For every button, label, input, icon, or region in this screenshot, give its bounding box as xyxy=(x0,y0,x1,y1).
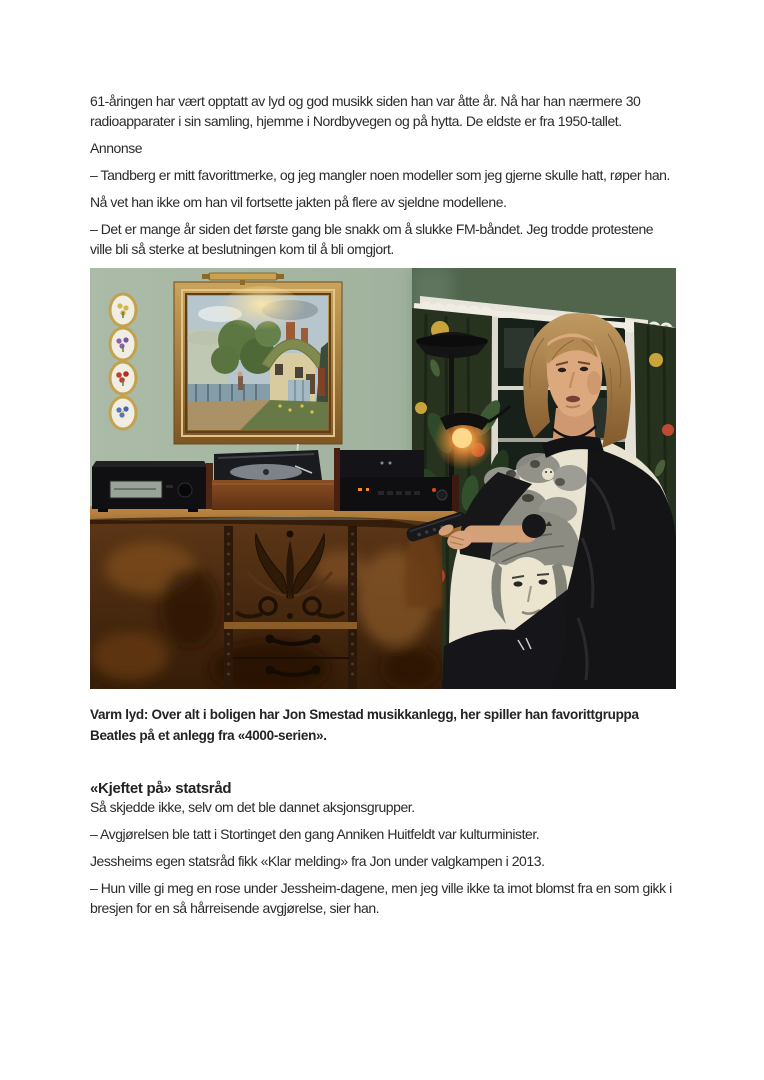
article-photo-figure xyxy=(90,268,678,746)
turntable xyxy=(212,450,334,510)
tuner-unit xyxy=(92,461,213,512)
photo-caption: Varm lyd: Over alt i boligen har Jon Smestad musikkanlegg, her spiller han favorittgruppa Beatles på et anlegg fra «4000-serien». xyxy=(90,707,639,743)
oval-miniature-yellow xyxy=(110,294,136,326)
article-photo xyxy=(90,268,676,689)
article-paragraph-tandberg: – Tandberg er mitt favorittmerke, og jeg mangler noen modeller som jeg gjerne skulle hatt, røper han. xyxy=(90,167,670,183)
article-paragraph-lead: 61-åringen har vært opptatt av lyd og god musikk siden han var åtte år. Nå har han nærmere 30 radioapparater i sin samling, hjemme i Nordbyvegen og på hytta. De eldste er fra 1950-tallet. xyxy=(90,93,641,129)
article-paragraph-jakten: Nå vet han ikke om han vil fortsette jakten på flere av sjeldne modellene. xyxy=(90,194,507,210)
ad-label: Annonse xyxy=(90,140,143,156)
painting-scene xyxy=(187,286,328,430)
article-paragraph-avgjorelsen: – Avgjørelsen ble tatt i Stortinget den gang Anniken Huitfeldt var kulturminister. xyxy=(90,826,540,842)
oval-miniature-red xyxy=(110,362,136,394)
article-paragraph-fm: – Det er mange år siden det første gang ble snakk om å slukke FM-båndet. Jeg trodde protestene ville bli så sterke at beslutningen kom til å bli omgjort. xyxy=(90,221,654,257)
article-body xyxy=(90,91,678,925)
article-paragraph-rose: – Hun ville gi meg en rose under Jessheim-dagene, men jeg ville ikke ta imot blomst fra en som gikk i bresjen for en så hårreisende avgjørelse, sier han. xyxy=(90,880,672,916)
article-paragraph-klarmelding: Jessheims egen statsråd fikk «Klar melding» fra Jon under valgkampen i 2013. xyxy=(90,853,545,869)
oval-miniature-blue xyxy=(110,397,136,429)
framed-painting xyxy=(174,273,342,466)
article-paragraph-aksjon: Så skjedde ikke, selv om det ble dannet aksjonsgrupper. xyxy=(90,799,415,815)
oval-miniature-purple xyxy=(110,328,136,360)
section-heading: «Kjeftet på» statsråd xyxy=(90,780,232,797)
